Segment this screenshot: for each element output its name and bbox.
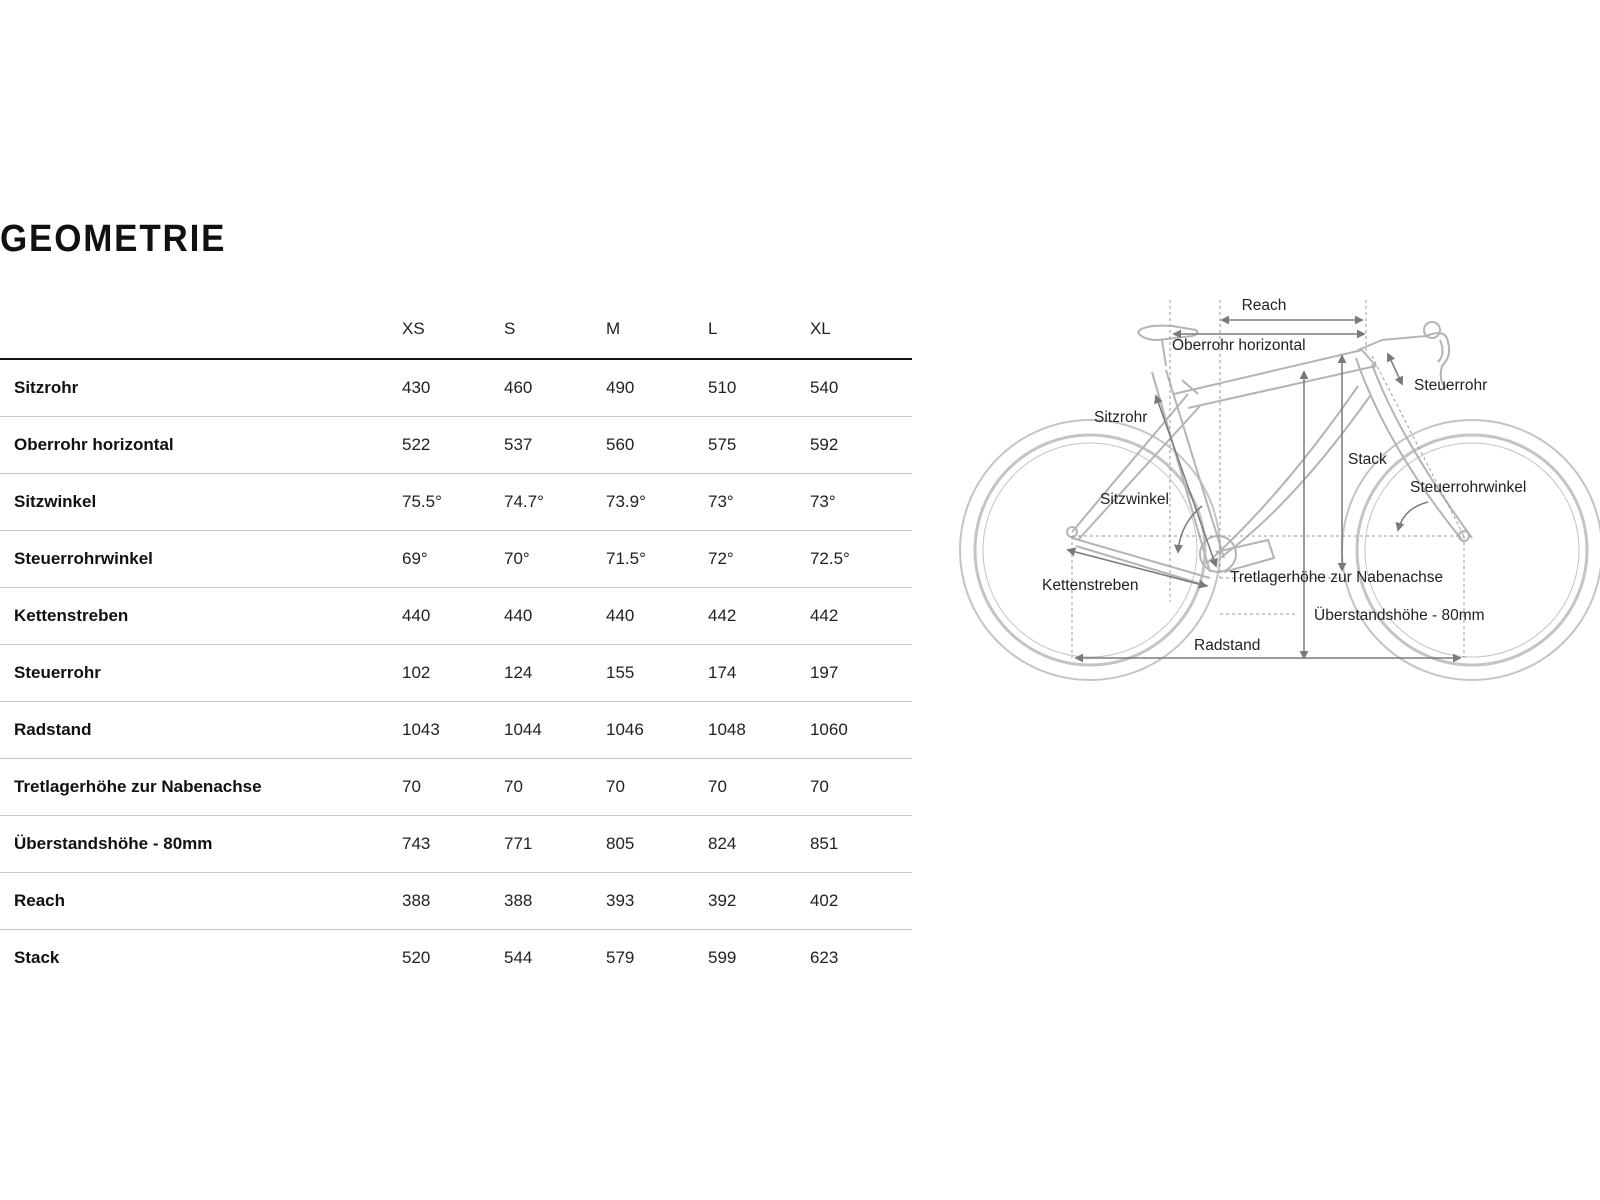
cell-value: 440 [504, 588, 606, 645]
row-label: Stack [14, 948, 60, 967]
cell-value: 805 [606, 816, 708, 873]
table-row [0, 873, 912, 930]
cell-value: 460 [504, 359, 606, 417]
row-label: Kettenstreben [0, 588, 402, 645]
cell-value: 174 [708, 645, 810, 702]
cell-value: 510 [708, 359, 810, 417]
cell-value: 73.9° [606, 474, 708, 531]
label-kettenstreben: Kettenstreben [1042, 577, 1139, 594]
row-label: Sitzwinkel [0, 474, 402, 531]
table-row [0, 531, 912, 588]
cell-value: 430 [402, 359, 504, 417]
cell-value: 537 [504, 417, 606, 474]
row-label: Tretlagerhöhe zur Nabenachse [0, 759, 402, 816]
table-row [0, 474, 912, 531]
page-title: GEOMETRIE [0, 218, 227, 260]
cell-value: 540 [810, 359, 912, 417]
geometry-table [0, 300, 912, 986]
cell-value: 1060 [810, 702, 912, 759]
cell-value: 102 [402, 645, 504, 702]
cell-value: 71.5° [606, 531, 708, 588]
cell-value: 743 [402, 816, 504, 873]
table-row [0, 588, 912, 645]
cell-value: 520 [402, 948, 431, 967]
cell-value: 1046 [606, 702, 708, 759]
cell-value: 579 [606, 948, 635, 967]
cell-value: 560 [606, 417, 708, 474]
label-ueberstandshoehe: Überstandshöhe - 80mm [1314, 607, 1485, 624]
cell-value: 155 [606, 645, 708, 702]
cell-value: 490 [606, 359, 708, 417]
cell-value: 440 [606, 588, 708, 645]
cell-value: 522 [402, 417, 504, 474]
cell-value: 69° [402, 531, 504, 588]
label-steuerrohrwinkel: Steuerrohrwinkel [1410, 479, 1527, 496]
label-sitzrohr: Sitzrohr [1094, 409, 1148, 426]
cell-value: 851 [810, 816, 912, 873]
cell-value: 70 [606, 759, 708, 816]
label-radstand: Radstand [1194, 637, 1261, 654]
cell-value: 442 [708, 588, 810, 645]
table-row [0, 702, 912, 759]
table-row [0, 645, 912, 702]
cell-value: 1044 [504, 702, 606, 759]
cell-value: 74.7° [504, 474, 606, 531]
label-tretlagerhoehe: Tretlagerhöhe zur Nabenachse [1230, 569, 1444, 586]
cell-value: 440 [402, 588, 504, 645]
cell-value: 1048 [708, 702, 810, 759]
header-size-xl: XL [810, 300, 912, 359]
row-label: Steuerrohrwinkel [0, 531, 402, 588]
cell-value: 73° [810, 474, 912, 531]
row-label: Überstandshöhe - 80mm [0, 816, 402, 873]
label-steuerrohr: Steuerrohr [1414, 377, 1488, 394]
cell-value: 388 [504, 873, 606, 930]
table-row [0, 816, 912, 873]
cell-value: 442 [810, 588, 912, 645]
cell-value: 393 [606, 873, 708, 930]
header-size-s: S [504, 300, 606, 359]
cell-value: 771 [504, 816, 606, 873]
cell-value: 70 [402, 759, 504, 816]
cell-value: 592 [810, 417, 912, 474]
cell-value: 70° [504, 531, 606, 588]
cell-value: 388 [402, 873, 504, 930]
cell-value: 70 [810, 759, 912, 816]
table-row [0, 759, 912, 816]
label-stack: Stack [1348, 451, 1387, 468]
cell-value: 197 [810, 645, 912, 702]
header-empty-cell [0, 300, 402, 359]
cell-value: 70 [504, 759, 606, 816]
cell-value: 72.5° [810, 531, 912, 588]
row-label: Sitzrohr [0, 359, 402, 417]
cell-value: 623 [809, 948, 839, 967]
row-label: Oberrohr horizontal [0, 417, 402, 474]
cell-value: 824 [708, 816, 810, 873]
bike-geometry-diagram [952, 296, 1600, 696]
cell-value: 75.5° [402, 474, 504, 531]
row-label: Reach [0, 873, 402, 930]
table-row [0, 417, 912, 474]
table-header-row [0, 300, 912, 359]
row-label: Steuerrohr [0, 645, 402, 702]
row-label: Radstand [0, 702, 402, 759]
label-sitzwinkel: Sitzwinkel [1100, 491, 1169, 508]
cell-value: 402 [810, 873, 912, 930]
label-reach: Reach [1241, 297, 1287, 314]
label-oberrohr-horizontal: Oberrohr horizontal [1172, 337, 1306, 354]
cell-value: 124 [504, 645, 606, 702]
cell-value: 73° [708, 474, 810, 531]
cell-value: 599 [708, 948, 737, 967]
cell-value: 392 [708, 873, 810, 930]
table-row [0, 930, 912, 987]
header-size-xs: XS [402, 300, 504, 359]
table-row [0, 359, 912, 417]
cell-value: 70 [708, 759, 810, 816]
header-size-l: L [708, 300, 810, 359]
cell-value: 72° [708, 531, 810, 588]
header-size-m: M [606, 300, 708, 359]
cell-value: 575 [708, 417, 810, 474]
cell-value: 544 [504, 948, 533, 967]
cell-value: 1043 [402, 702, 504, 759]
